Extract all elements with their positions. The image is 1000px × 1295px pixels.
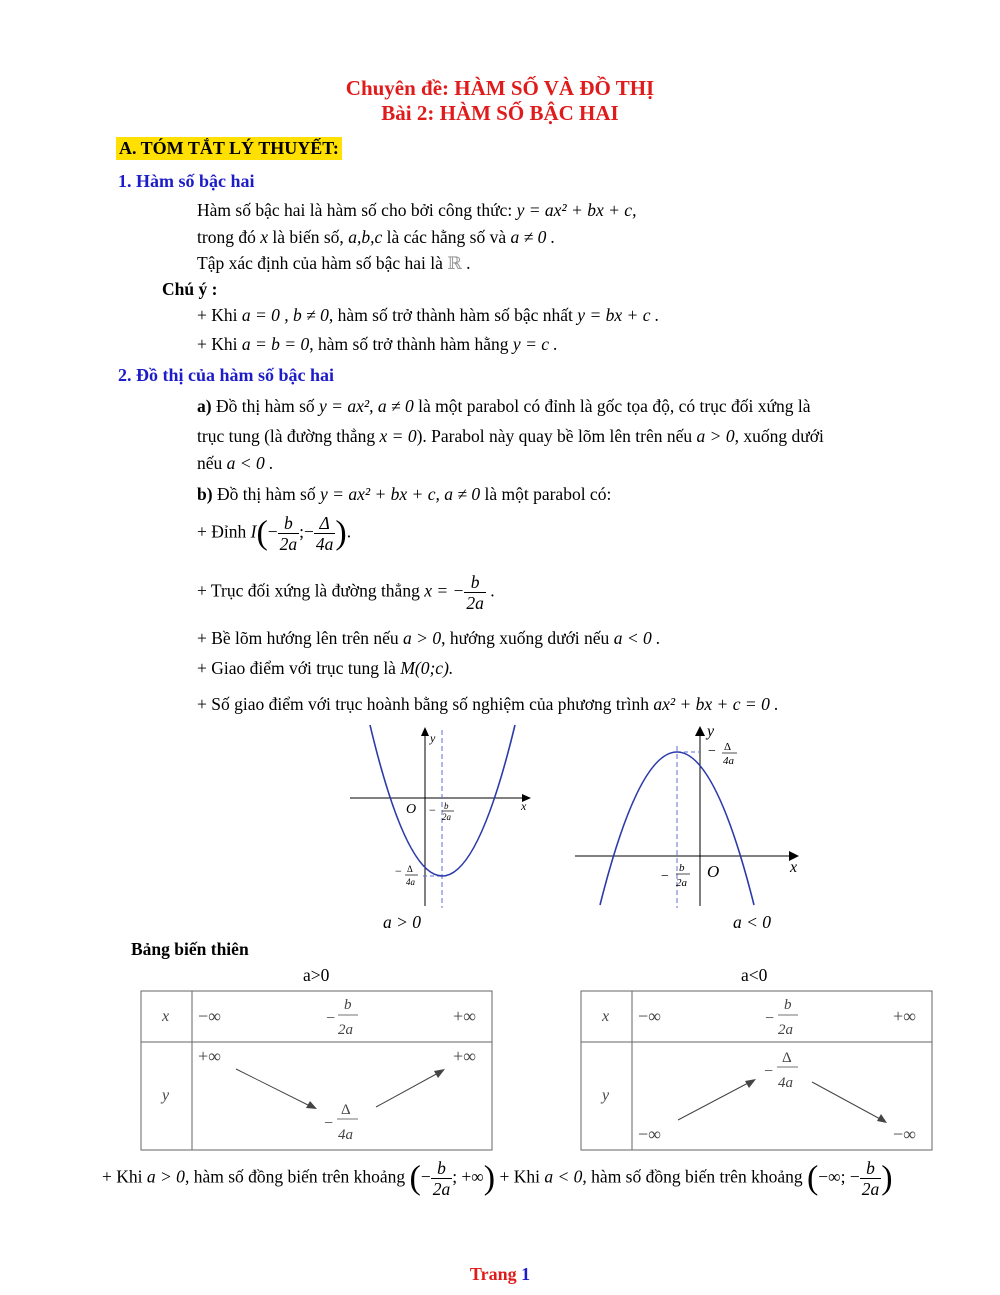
fraction-b-2a	[464, 572, 486, 613]
denominator: 4a	[778, 1075, 793, 1091]
part-a-text: , xuống dưới	[734, 426, 824, 446]
y-row-label: y	[162, 1087, 170, 1104]
origin-label: O	[707, 862, 720, 881]
denominator: 2a	[466, 593, 484, 614]
definition-line	[197, 200, 636, 221]
x-row-label: x	[162, 1008, 170, 1025]
numerator: b	[284, 513, 293, 533]
note-formula: y = c .	[512, 334, 558, 354]
part-a-label: a)	[197, 396, 212, 416]
part-b-formula: y = ax² + bx + c, a ≠ 0	[320, 484, 481, 504]
where-var: x	[260, 227, 268, 247]
part-b-line	[197, 484, 611, 505]
arrow-head	[745, 1079, 756, 1088]
graph-caption-up: a > 0	[383, 912, 422, 932]
semicolon: ;	[299, 521, 305, 542]
origin-label: O	[406, 802, 417, 817]
note1-line	[197, 305, 659, 326]
vertex-point: I	[250, 521, 257, 542]
y-neg-inf-left: −∞	[638, 1124, 661, 1144]
monotonic-text: + Khi	[499, 1166, 540, 1187]
fraction-b-2a	[860, 1158, 882, 1199]
denominator: 4a	[338, 1127, 353, 1143]
sec1-heading: 1. Hàm số bậc hai	[118, 171, 255, 191]
page-number: 1	[521, 1264, 531, 1284]
increasing-arrow	[376, 1072, 440, 1107]
fraction-b-2a	[431, 1158, 453, 1199]
domain-line	[197, 253, 471, 274]
concavity-text: , hướng xuống dưới nếu	[441, 628, 610, 648]
minus-sign: −	[304, 521, 314, 542]
minus-sign: −	[267, 521, 278, 542]
part-b-label: b)	[197, 484, 213, 504]
denominator: 4a	[315, 534, 334, 555]
graph-caption-down: a < 0	[733, 912, 772, 932]
minus-sign: −	[326, 1010, 336, 1027]
numerator: Δ	[341, 1102, 351, 1118]
axis-text: + Trục đối xứng là đường thẳng	[197, 580, 420, 601]
definition-formula: y = ax² + bx + c,	[516, 200, 637, 220]
page-footer	[0, 1264, 1000, 1285]
numerator: Δ	[782, 1050, 792, 1066]
monotonic-cond: a > 0	[146, 1166, 185, 1187]
minus-sign: −	[661, 869, 669, 884]
note-text: , hàm số trở thành hàm số bậc nhất	[328, 305, 573, 325]
part-a-text: là một parabol có đỉnh là gốc tọa độ, có trục đối xứng là	[418, 396, 811, 416]
definition-text: Hàm số bậc hai là hàm số cho bởi công thức:	[197, 200, 513, 220]
denominator: 2a	[778, 1022, 793, 1038]
x-intercept-text: + Số giao điểm với trục hoành bằng số nghiệm của phương trình	[197, 694, 649, 714]
numerator: Δ	[724, 741, 732, 753]
numerator: b	[866, 1158, 875, 1178]
minus-sign: −	[420, 1166, 431, 1187]
arrow-head	[877, 1114, 887, 1123]
y-row-label: y	[602, 1087, 610, 1104]
fraction-b-2a	[278, 513, 300, 554]
variation-table-heading: Bảng biến thiên	[131, 939, 249, 959]
monotonic-text: + Khi	[102, 1166, 143, 1187]
where-text: là các hằng số và	[386, 227, 507, 247]
interval-end: ; +∞	[452, 1166, 484, 1187]
x-axis-label: x	[790, 859, 798, 876]
denominator: 2a	[442, 812, 451, 822]
note-text: + Khi	[197, 334, 238, 354]
part-a-text: Đồ thị hàm số	[215, 396, 315, 416]
vertex-text: + Đỉnh	[197, 521, 247, 542]
sec2-heading: 2. Đồ thị của hàm số bậc hai	[118, 365, 335, 385]
where-line	[197, 227, 555, 248]
numerator: Δ	[319, 513, 330, 533]
denominator: 2a	[279, 534, 298, 555]
note2-line	[197, 334, 558, 355]
note-cond: a = 0 , b ≠ 0	[241, 305, 329, 325]
note-formula: y = bx + c .	[577, 305, 660, 325]
fraction-delta-4a	[314, 513, 336, 554]
y-axis-label: y	[707, 723, 715, 740]
denominator: 2a	[861, 1179, 880, 1200]
table-border	[581, 991, 932, 1150]
minus-sign: −	[429, 803, 436, 817]
note-cond: a = b = 0	[241, 334, 310, 354]
denominator: 2a	[338, 1022, 353, 1038]
numerator: b	[784, 997, 792, 1013]
monotonic-cond: a < 0	[544, 1166, 583, 1187]
part-b-text: là một parabol có:	[484, 484, 612, 504]
x-intercept-equation: ax² + bx + c = 0 .	[653, 694, 779, 714]
where-cond: a ≠ 0 .	[510, 227, 556, 247]
variation-table-up	[140, 990, 494, 1152]
concavity-line	[197, 628, 661, 649]
minus-sign: −	[765, 1010, 775, 1027]
interval-start: −∞; −	[818, 1166, 860, 1187]
parabola-graph-down	[570, 720, 805, 910]
minus-sign: −	[764, 1063, 774, 1080]
page-label: Trang	[469, 1264, 517, 1284]
y-neg-inf-right: −∞	[893, 1124, 916, 1144]
parabola-graph-up	[345, 720, 545, 910]
concavity-cond: a > 0	[403, 628, 442, 648]
domain-end: .	[466, 253, 471, 273]
x-pos-inf: +∞	[893, 1006, 916, 1026]
numerator: b	[470, 572, 480, 592]
note-text: , hàm số trở thành hàm hằng	[309, 334, 509, 354]
section-a-heading: A. TÓM TẮT LÝ THUYẾT:	[116, 137, 342, 160]
domain-text: Tập xác định của hàm số bậc hai là	[197, 253, 443, 273]
y-axis-label: y	[430, 731, 436, 745]
denominator: 2a	[676, 877, 687, 889]
increasing-arrow	[678, 1082, 750, 1120]
x-neg-inf: −∞	[638, 1006, 661, 1026]
variation-table-down	[580, 990, 934, 1152]
monotonic-up-line: + Khi a > 0, hàm số đồng biến trên khoảng (− $\frac{b}{2a}$ ; +∞) + Khi a < 0, hàm số đồng biến trên khoảng (−∞; − $\frac{b}{2a}$ )	[102, 1158, 893, 1200]
part-a-formula: x = 0	[379, 426, 417, 446]
axis-formula: x = −	[424, 580, 465, 601]
decreasing-arrow	[812, 1082, 882, 1120]
part-a-line1	[197, 396, 811, 417]
domain-symbol: ℝ	[447, 253, 462, 273]
lesson-title: Bài 2: HÀM SỐ BẬC HAI	[381, 101, 619, 125]
numerator: b	[444, 801, 449, 811]
part-a-line3	[197, 453, 273, 474]
y-intercept-line	[197, 658, 453, 679]
note-text: + Khi	[197, 305, 238, 325]
denominator: 4a	[723, 755, 734, 767]
x-row-label: x	[602, 1008, 610, 1025]
part-b-text: Đồ thị hàm số	[216, 484, 316, 504]
numerator: b	[679, 862, 685, 874]
x-axis-label: x	[521, 799, 527, 813]
part-a-cond: a > 0	[696, 426, 735, 446]
x-pos-inf: +∞	[453, 1006, 476, 1026]
x-neg-inf: −∞	[198, 1006, 221, 1026]
denominator: 4a	[406, 877, 415, 887]
concavity-cond: a < 0 .	[613, 628, 661, 648]
y-intercept-point: M(0;c).	[400, 658, 454, 678]
y-intercept-text: + Giao điểm với trục tung là	[197, 658, 396, 678]
part-a-formula: y = ax², a ≠ 0	[319, 396, 414, 416]
table-caption-up: a>0	[303, 965, 330, 985]
x-intercept-line	[197, 694, 779, 715]
where-consts: a,b,c	[348, 227, 383, 247]
doc-title: Chuyên đề: HÀM SỐ VÀ ĐỒ THỊ	[345, 76, 655, 100]
part-a-cond: a < 0 .	[226, 453, 274, 473]
minus-sign: −	[324, 1115, 334, 1132]
minus-sign: −	[395, 864, 402, 878]
minus-sign: −	[708, 744, 716, 759]
part-a-text: nếu	[197, 453, 223, 473]
where-text: trong đó	[197, 227, 256, 247]
axis-line: + Trục đối xứng là đường thẳng x = − $\frac{b}{2a}$ .	[197, 572, 495, 614]
note-label: Chú ý :	[162, 279, 218, 299]
vertex-line: + Đỉnh I(− $\frac{b}{2a}$ ;− $\frac{\Delta}{4a}$ ).	[197, 513, 352, 555]
decreasing-arrow	[236, 1069, 312, 1107]
part-a-line2	[197, 426, 824, 447]
arrow-head	[434, 1069, 445, 1078]
where-text: là biến số,	[272, 227, 344, 247]
monotonic-text: , hàm số đồng biến trên khoảng	[184, 1166, 406, 1187]
numerator: b	[344, 997, 352, 1013]
numerator: b	[437, 1158, 446, 1178]
part-a-text: trục tung (là đường thẳng	[197, 426, 376, 446]
y-pos-inf-right: +∞	[453, 1046, 476, 1066]
y-pos-inf-left: +∞	[198, 1046, 221, 1066]
monotonic-text: , hàm số đồng biến trên khoảng	[582, 1166, 803, 1187]
part-a-text: ). Parabol này quay bề lõm lên trên nếu	[416, 426, 693, 446]
concavity-text: + Bề lõm hướng lên trên nếu	[197, 628, 399, 648]
denominator: 2a	[432, 1179, 451, 1200]
numerator: Δ	[407, 864, 413, 874]
table-caption-down: a<0	[741, 965, 768, 985]
y-axis-arrow	[695, 726, 705, 736]
y-axis-arrow	[421, 727, 429, 736]
